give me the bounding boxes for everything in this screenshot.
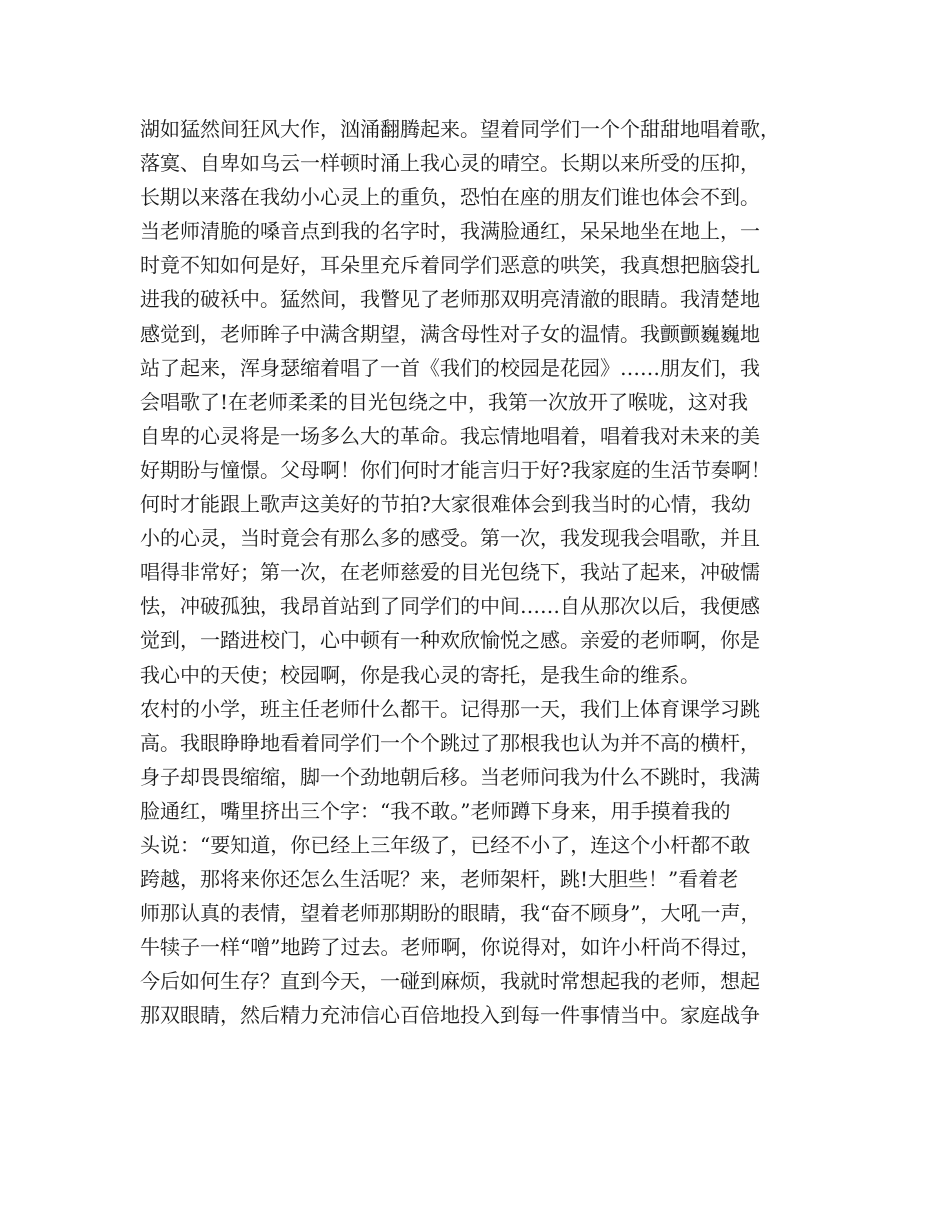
text-line: 站了起来，浑身瑟缩着唱了一首《我们的校园是花园》……朋友们，我 <box>140 355 760 380</box>
text-line: 脸通红，嘴里挤出三个字：“我不敢。”老师蹲下身来，用手摸着我的 <box>140 798 731 823</box>
text-line: 感觉到，老师眸子中满含期望，满含母性对子女的温情。我颤颤巍巍地 <box>140 321 760 346</box>
text-line: 落寞、自卑如乌云一样顿时涌上我心灵的晴空。长期以来所受的压抑， <box>140 151 760 176</box>
text-line: 高。我眼睁睁地看着同学们一个个跳过了那根我也认为并不高的横杆， <box>140 730 760 755</box>
text-line: 师那认真的表情，望着老师那期盼的眼睛，我“奋不顾身”，大吼一声， <box>140 901 761 926</box>
text-line: 跨越，那将来你还怎么生活呢？来，老师架杆，跳!大胆些！”看着老 <box>140 867 739 892</box>
text-line: 身子却畏畏缩缩，脚一个劲地朝后移。当老师问我为什么不跳时，我满 <box>140 764 760 789</box>
text-line: 何时才能跟上歌声这美好的节拍?大家很难体会到我当时的心情，我幼 <box>140 492 751 517</box>
text-line: 会唱歌了!在老师柔柔的目光包绕之中，我第一次放开了喉咙，这对我 <box>140 389 749 414</box>
text-line: 头说：“要知道，你已经上三年级了，已经不小了，连这个小杆都不敢 <box>140 832 751 857</box>
text-line: 当老师清脆的嗓音点到我的名字时，我满脸通红，呆呆地坐在地上，一 <box>140 219 760 244</box>
body-text <box>140 112 840 1033</box>
text-line: 长期以来落在我幼小心灵上的重负，恐怕在座的朋友们谁也体会不到。 <box>140 185 760 210</box>
text-line: 湖如猛然间狂风大作，汹涌翻腾起来。望着同学们一个个甜甜地唱着歌， <box>140 117 780 141</box>
text-line: 那双眼睛，然后精力充沛信心百倍地投入到每一件事情当中。家庭战争 <box>140 1003 760 1028</box>
text-line: 自卑的心灵将是一场多么大的革命。我忘情地唱着，唱着我对未来的美 <box>140 423 760 448</box>
text-line: 我心中的天使；校园啊，你是我心灵的寄托，是我生命的维系。 <box>140 662 700 687</box>
text-line: 今后如何生存？直到今天，一碰到麻烦，我就时常想起我的老师，想起 <box>140 969 760 994</box>
text-line: 牛犊子一样“噌”地跨了过去。老师啊，你说得对，如许小杆尚不得过， <box>140 935 761 960</box>
text-line: 进我的破袄中。猛然间，我瞥见了老师那双明亮清澈的眼睛。我清楚地 <box>140 287 760 312</box>
text-line: 时竟不知如何是好，耳朵里充斥着同学们恶意的哄笑，我真想把脑袋扎 <box>140 253 760 278</box>
text-line: 怯，冲破孤独，我昂首站到了同学们的中间……自从那次以后，我便感 <box>140 594 760 619</box>
text-line: 农村的小学，班主任老师什么都干。记得那一天，我们上体育课学习跳 <box>140 696 760 721</box>
text-line: 好期盼与憧憬。父母啊！你们何时才能言归于好?我家庭的生活节奏啊！ <box>140 457 771 482</box>
text-line: 小的心灵，当时竟会有那么多的感受。第一次，我发现我会唱歌，并且 <box>140 526 760 551</box>
text-line: 唱得非常好；第一次，在老师慈爱的目光包绕下，我站了起来，冲破懦 <box>140 560 760 585</box>
text-line: 觉到，一踏进校门，心中顿有一种欢欣愉悦之感。亲爱的老师啊，你是 <box>140 628 760 653</box>
